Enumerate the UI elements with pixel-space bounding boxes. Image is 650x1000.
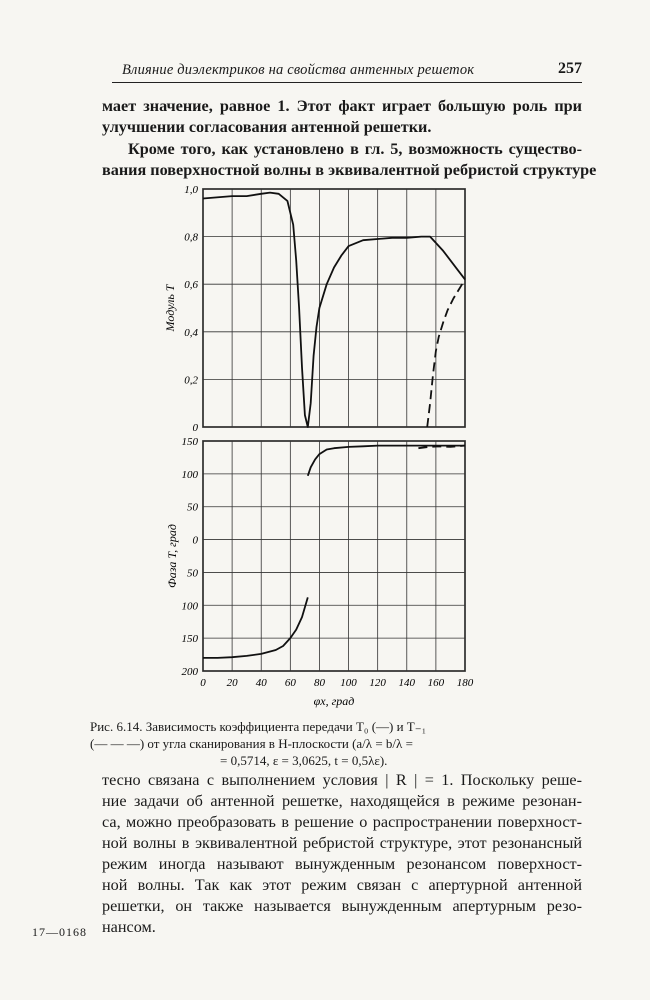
series-line-solid: [308, 446, 465, 476]
y-axis-label: Модуль T: [163, 284, 177, 332]
page-number: 257: [558, 60, 582, 77]
phase-chart: [165, 436, 474, 708]
x-tick-label: 120: [369, 677, 386, 689]
text-line: ной волны. Так как этот режим связан с апертурной антенной: [102, 876, 582, 894]
x-tick-label: 160: [427, 677, 445, 689]
text-line: ной волны в эквивалентной ребристой структуре, этот резонансный: [102, 834, 582, 852]
chart-frame: [203, 441, 465, 671]
y-tick-label: 0: [192, 422, 198, 434]
y-tick-label: 0,6: [184, 279, 198, 292]
y-tick-label: 1,0: [184, 184, 198, 196]
caption-line: (— — —) от угла сканирования в H-плоскости (a/λ = b/λ =: [90, 736, 413, 751]
y-tick-label: 100: [181, 600, 198, 613]
y-tick-label: 50: [187, 501, 198, 514]
text-line: ние задачи об антенной решетке, находящейся в режиме резонан-: [102, 792, 582, 810]
x-tick-label: 20: [226, 677, 238, 689]
y-tick-label: 150: [181, 633, 198, 646]
caption-line: Рис. 6.14. Зависимость коэффициента передачи T₀ (—) и T₋₁: [90, 719, 427, 734]
text-line: режим иногда называют вынужденным резонансом поверхност-: [102, 855, 582, 873]
text-line: вания поверхностной волны в эквивалентной ребристой структуре: [102, 161, 597, 179]
y-tick-label: 0,2: [184, 374, 198, 387]
text-line: нансом.: [102, 918, 156, 936]
chart-frame: [203, 189, 465, 427]
y-tick-label: 100: [181, 468, 198, 481]
printer-code: 17—0168: [32, 925, 87, 939]
series-line-solid: [203, 597, 308, 658]
x-tick-label: 60: [284, 677, 296, 689]
x-tick-label: 140: [398, 677, 416, 689]
caption-line: = 0,5714, ε = 3,0625, t = 0,5λε).: [220, 753, 388, 768]
x-tick-label: 180: [456, 677, 474, 689]
figure-caption: [90, 718, 580, 769]
text-line: улучшении согласования антенной решетки.: [102, 118, 432, 136]
text-line: тесно связана с выполнением условия | R | = 1. Поскольку реше-: [102, 771, 582, 789]
magnitude-chart: [163, 184, 465, 434]
y-tick-label: 150: [181, 436, 198, 448]
x-axis-label: φx, град: [313, 694, 355, 708]
y-axis-label: Фаза T, град: [165, 524, 179, 588]
x-tick-label: 80: [313, 677, 325, 689]
paragraph-3: [102, 770, 582, 938]
text-line: решетки, он также называется вынужденным апертурным резо-: [102, 897, 582, 915]
text-line: мает значение, равное 1. Этот факт играет большую роль при: [102, 97, 582, 115]
x-tick-label: 40: [255, 677, 267, 689]
text-line: Кроме того, как установлено в гл. 5, возможность существо-: [128, 140, 582, 158]
running-header-title: Влияние диэлектриков на свойства антенных решеток: [122, 62, 475, 78]
series-line-dashed: [427, 279, 465, 427]
y-tick-label: 50: [187, 567, 198, 580]
y-tick-label: 0: [192, 534, 198, 547]
text-line: са, можно преобразовать в решение о распространении поверхност-: [102, 813, 582, 831]
x-tick-label: 100: [340, 677, 357, 689]
y-tick-label: 0,8: [184, 231, 198, 244]
y-tick-label: 200: [181, 666, 198, 678]
series-line-solid: [203, 193, 465, 427]
y-tick-label: 0,4: [184, 326, 198, 339]
x-tick-label: 0: [200, 677, 206, 689]
